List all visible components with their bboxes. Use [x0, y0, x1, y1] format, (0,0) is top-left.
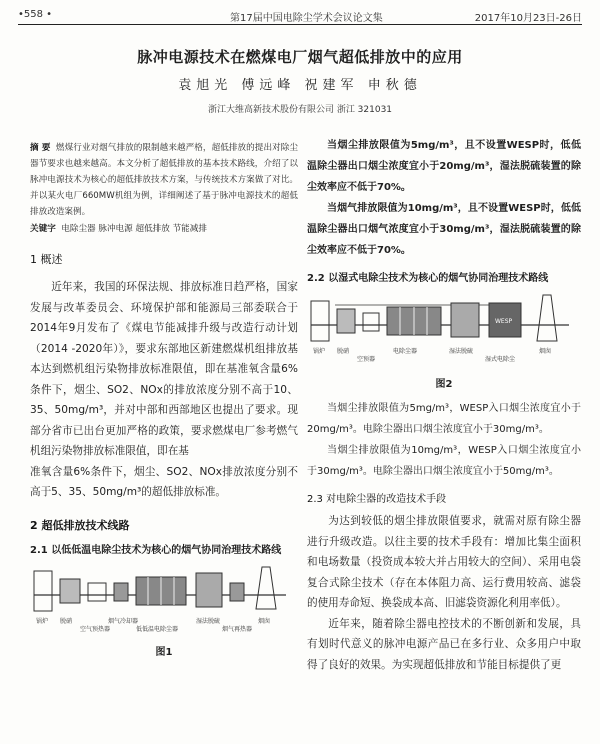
- section-1-paragraph-2: 准氧含量6%条件下，烟尘、SO2、NOx排放浓度分别不高于5、35、50mg/m³的超低排放标准。: [30, 465, 298, 498]
- preheater-shape-2: [363, 313, 379, 331]
- abstract: [30, 140, 298, 220]
- boiler-shape-2: [311, 301, 329, 341]
- cooler-shape: [114, 583, 128, 601]
- preheater-shape: [88, 583, 106, 601]
- scr-shape: [60, 579, 80, 603]
- stack-shape: [256, 567, 276, 609]
- paper-title: 脉冲电源技术在燃煤电厂烟气超低排放中的应用: [137, 48, 463, 66]
- affiliation: 浙江大维高新技术股份有限公司 浙江 321031: [207, 105, 393, 115]
- page-number: •558 •: [18, 9, 53, 20]
- right-column: [307, 135, 581, 675]
- fgd-shape-2: [451, 303, 479, 337]
- fig1-label-3: 空气预热器: [80, 625, 111, 633]
- authors: 袁旭光 傅远峰 祝建军 申秋德: [178, 78, 422, 93]
- fig1-label-8: 烟囱: [258, 617, 271, 625]
- fig2-label-2: 脱硝: [337, 348, 350, 355]
- section-2-heading: 2 超低排放技术线路: [30, 518, 130, 532]
- fig2-label-7: WESP: [495, 318, 513, 325]
- subsection-2-1-heading: 2.1 以低低温电除尘技术为核心的烟气协同治理技术路线: [30, 544, 282, 556]
- right-paragraph-5: 为达到较低的烟尘排放限值要求，就需对原有除尘器进行升级改造。以往主要的技术手段有：增加比集尘面积和电场数量（投资成本较大并占用较大的空间）、采用电袋复合式除尘技术（存在本体阻力高、运行费用较高、滤袋的使用寿命短、换袋成本高、旧滤袋资源化利用率低）。: [307, 515, 581, 609]
- section-1-heading: 1 概述: [30, 253, 63, 266]
- reheater-shape: [230, 583, 244, 601]
- fig2-label-1: 锅炉: [313, 348, 326, 355]
- left-column: [30, 140, 298, 666]
- subsection-2-2-heading: 2.2 以湿式电除尘技术为核心的烟气协同治理技术路线: [307, 273, 549, 284]
- fig2-label-5: 湿法脱硫: [449, 348, 474, 355]
- keywords: [30, 221, 298, 237]
- abstract-text: 燃煤行业对烟气排放的限制越来越严格，超低排放的提出对除尘器节要求也越来越高。本文分析了超低排放的基本技术路线，介绍了以脉冲电源技术为核心的超低排放技术方案，与传统技术方案做了对比。并以某火电厂660MW机组为例，详细阐述了基于脉冲电源技术的超低排放改造案例。: [30, 143, 298, 217]
- figure-1-diagram: [30, 565, 292, 637]
- fig1-label-2: 脱硝: [60, 617, 73, 625]
- fig1-label-1: 锅炉: [36, 617, 49, 625]
- figure-1: [30, 565, 298, 658]
- boiler-shape: [34, 571, 52, 611]
- header-rule: [18, 24, 582, 25]
- figure-2: [307, 293, 581, 390]
- keywords-text: 电除尘器 脉冲电源 超低排放 节能减排: [61, 224, 207, 234]
- page-header: [18, 6, 582, 24]
- fgd-shape: [196, 573, 222, 607]
- fig1-label-7: 烟气再热器: [222, 625, 253, 633]
- stack-shape-2: [537, 295, 557, 341]
- abstract-label: 摘 要: [30, 143, 51, 153]
- figure-2-caption: 图2: [435, 379, 453, 390]
- conference-date: 2017年10月23日-26日: [474, 13, 582, 24]
- subsection-2-3-heading: 2.3 对电除尘器的改造技术手段: [307, 494, 447, 505]
- right-paragraph-6: 近年来，随着除尘器电控技术的不断创新和发展，具有划时代意义的脉冲电源产品已在多行业、众多用户中取得了良好的效果。为实现超低排放和节能目标提供了更: [307, 617, 581, 671]
- right-paragraph-2: 当烟气排放限值为10mg/m³，且不设置WESP时，低低温除尘器出口烟气浓度宜小于30mg/m³，湿法脱硫装置的除尘效率应不低于70%。: [307, 203, 581, 256]
- fig2-label-4: 电除尘器: [393, 348, 418, 355]
- fig1-label-4: 烟气冷却器: [108, 617, 139, 625]
- conference-name: 第17届中国电除尘学术会议论文集: [230, 13, 383, 24]
- fig2-label-6: 湿式电除尘: [485, 356, 516, 363]
- right-paragraph-1: 当烟尘排放限值为5mg/m³，且不设置WESP时，低低温除尘器出口烟尘浓度宜小于20mg/m³，湿法脱硫装置的除尘效率应不低于70%。: [307, 140, 581, 193]
- figure-1-caption: 图1: [155, 646, 173, 658]
- keywords-label: 关键字: [30, 224, 56, 234]
- fig1-label-6: 湿法脱硫: [196, 617, 221, 625]
- fig2-label-3: 空预器: [357, 356, 376, 363]
- figure-2-diagram: [307, 293, 579, 369]
- right-paragraph-3: 当烟尘排放限值为5mg/m³，WESP入口烟尘浓度宜小于20mg/m³。电除尘器出口烟尘浓度宜小于30mg/m³。: [307, 403, 581, 435]
- right-paragraph-4: 当烟尘排放限值为10mg/m³，WESP入口烟尘浓度宜小于30mg/m³。电除尘器出口烟尘浓度宜小于50mg/m³。: [307, 445, 581, 477]
- fig2-label-8: 烟囱: [539, 348, 552, 355]
- scr-shape-2: [337, 309, 355, 333]
- section-1-paragraph-1: 近年来，我国的环保法规、排放标准日趋严格，国家发展与改革委员会、环境保护部和能源局三部委联合于2014年9月发布了《煤电节能减排升级与改造行动计划（2014 -2020年）》，要求东部地区新建燃煤机组排放基本达到燃机组污染物排放标准限值，即在基准氧含量6%条件下，烟尘、SO2、NOx的排放浓度分别不高于10、35、50mg/m³，并对中部和西部地区也提出了要求。现部分省市已出台更加严格的政策，要求燃煤电厂参考燃气机组污染物排放标准限值，即在基: [30, 281, 298, 457]
- fig1-label-5: 低低温电除尘器: [136, 625, 179, 633]
